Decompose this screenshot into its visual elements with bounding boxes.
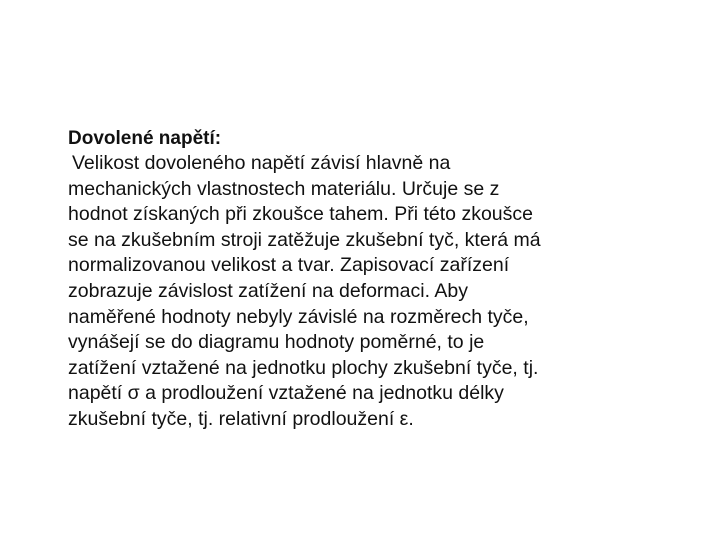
text-block <box>68 126 708 433</box>
slide-heading: Dovolené napětí: <box>68 128 222 149</box>
paragraph-line: se na zkušebním stroji zatěžuje zkušební tyč, která má <box>68 228 541 251</box>
paragraph-line: normalizovanou velikost a tvar. Zapisovací zařízení <box>68 254 510 277</box>
body-paragraph <box>68 151 708 433</box>
paragraph-line: zatížení vztažené na jednotku plochy zkušební tyče, tj. <box>68 356 539 379</box>
paragraph-line: zkušební tyče, tj. relativní prodloužení ε. <box>68 407 414 430</box>
paragraph-line: Velikost dovoleného napětí závisí hlavně na <box>72 152 451 174</box>
paragraph-line: vynášejí se do diagramu hodnoty poměrné, to je <box>68 331 485 354</box>
paragraph-line: zobrazuje závislost zatížení na deformaci. Aby <box>68 279 468 302</box>
paragraph-line: mechanických vlastnostech materiálu. Určuje se z <box>68 177 500 200</box>
paragraph-line: napětí σ a prodloužení vztažené na jednotku délky <box>68 382 504 405</box>
paragraph-line: naměřené hodnoty nebyly závislé na rozměrech tyče, <box>68 305 529 328</box>
paragraph-line: hodnot získaných při zkoušce tahem. Při této zkoušce <box>68 203 533 226</box>
